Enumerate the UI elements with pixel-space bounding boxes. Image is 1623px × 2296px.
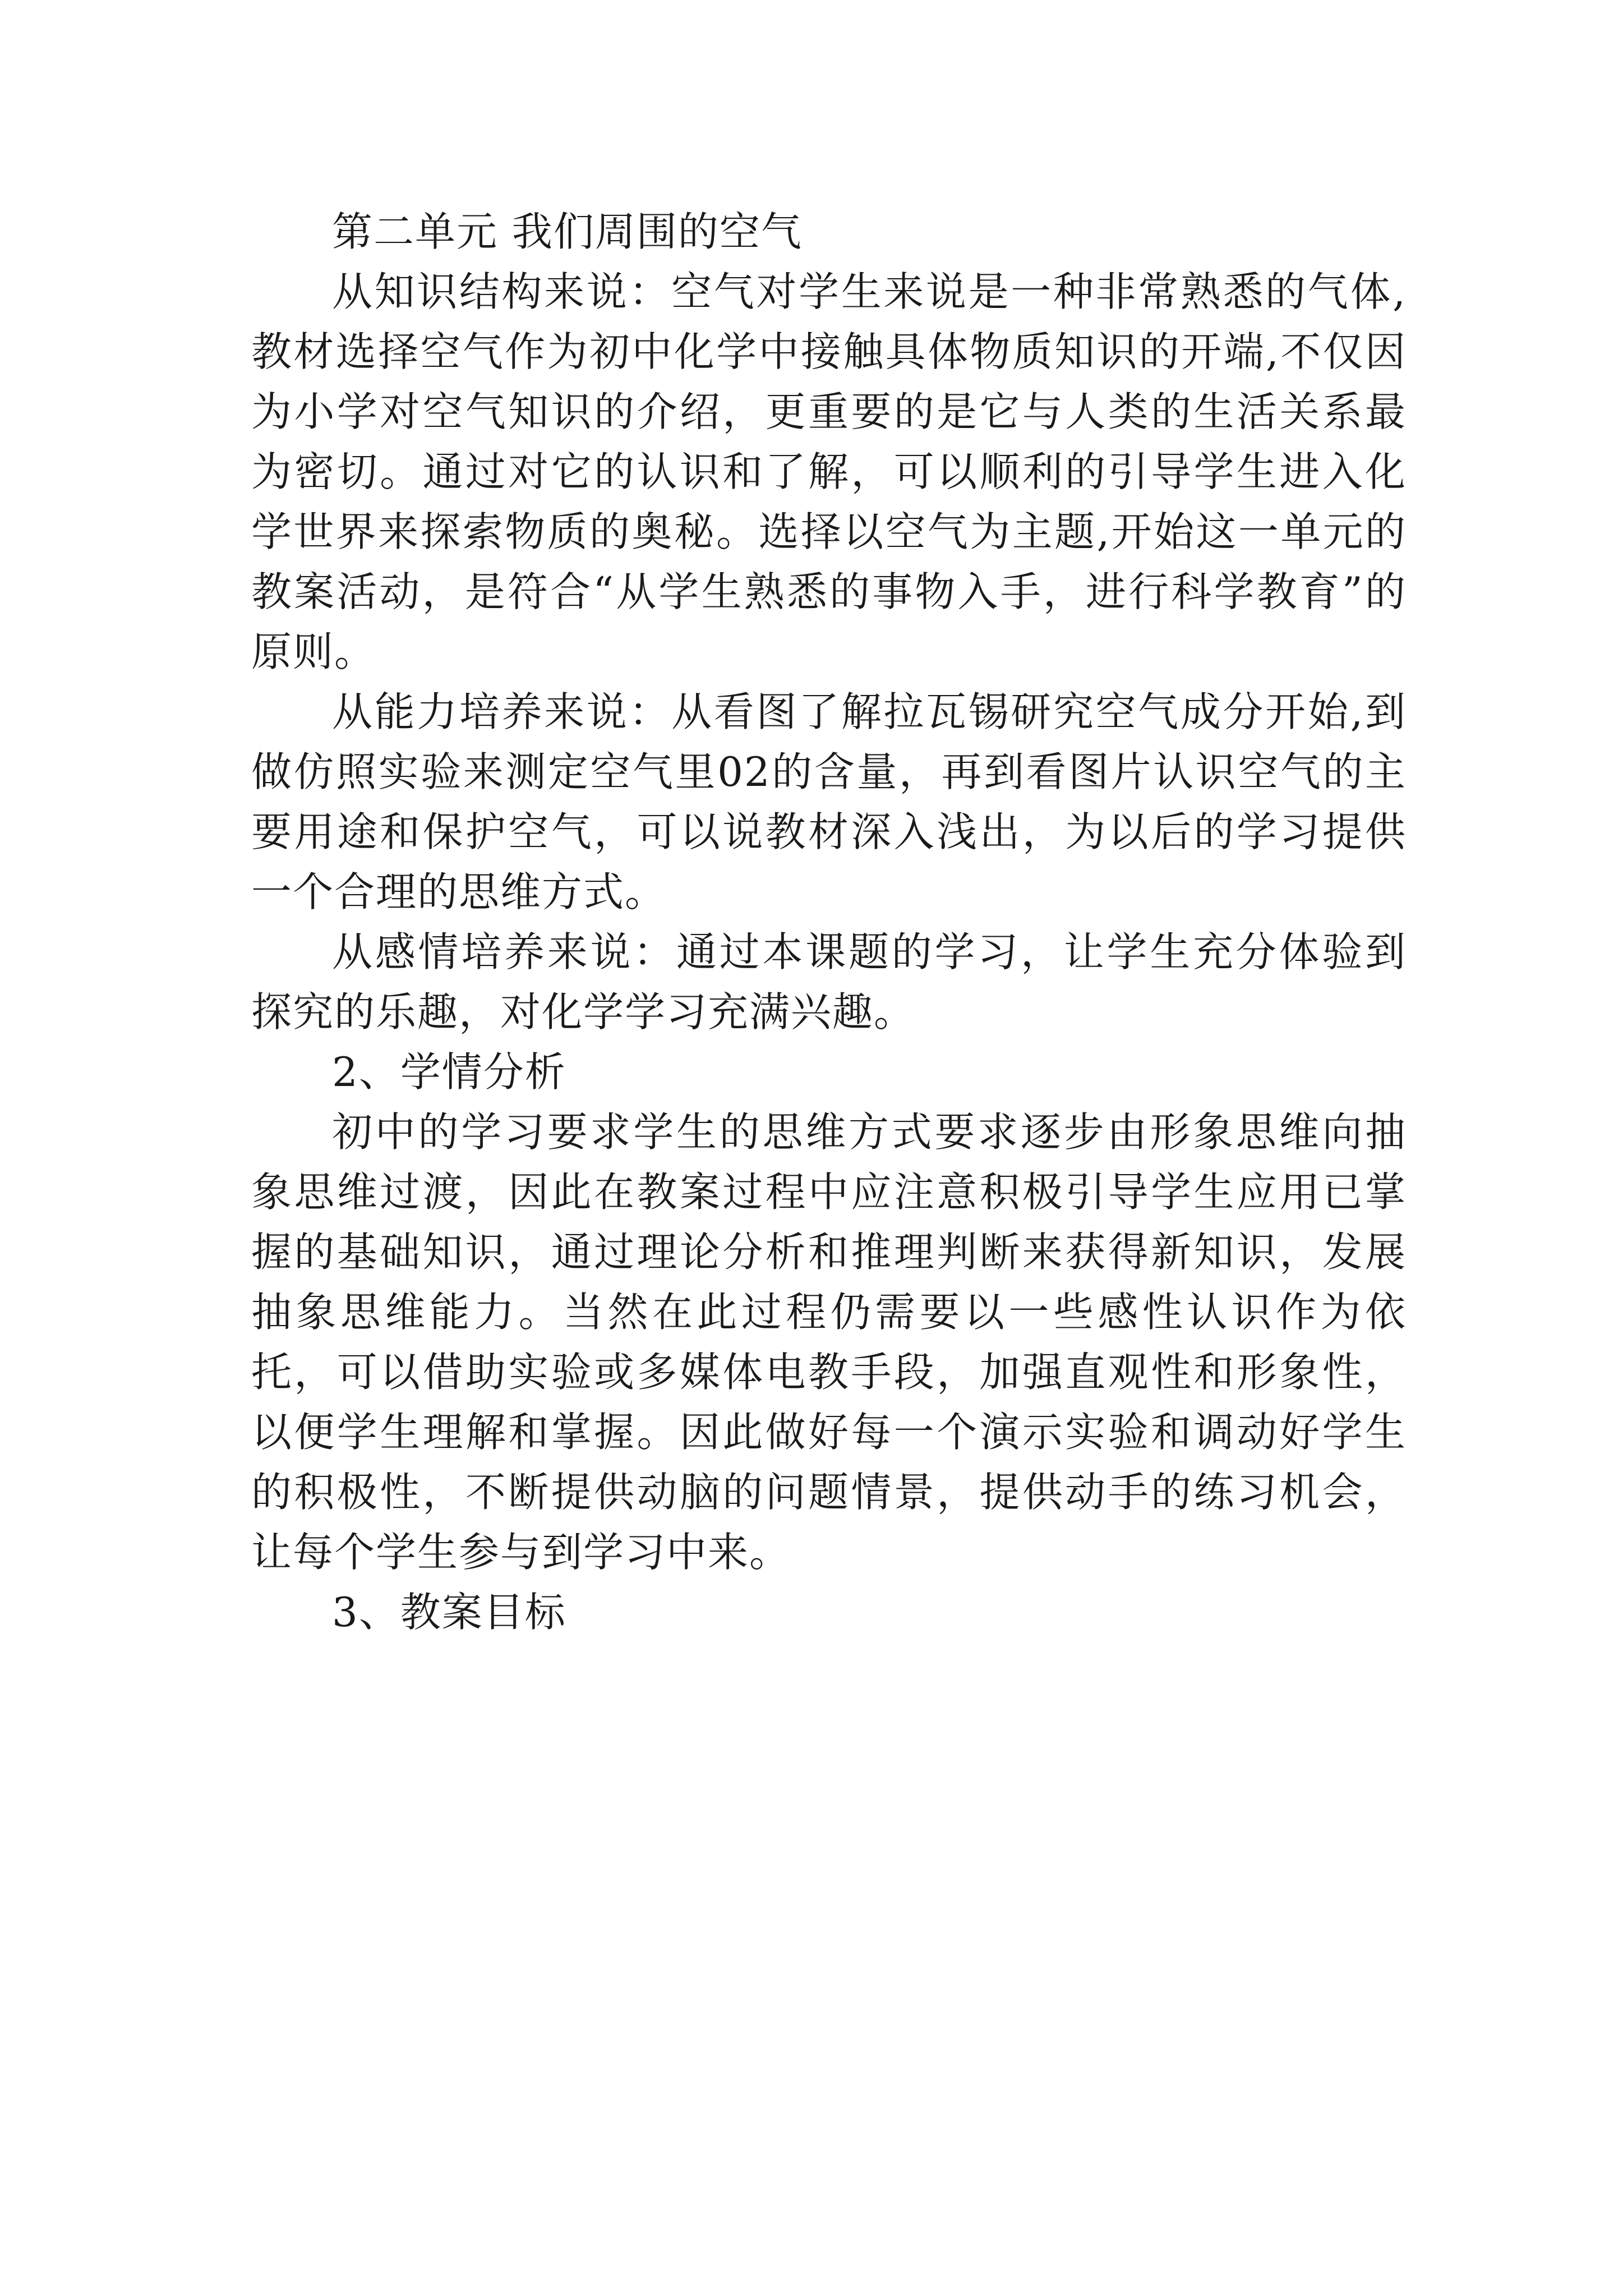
paragraph-ability-training: 从能力培养来说：从看图了解拉瓦锡研究空气成分开始,到做仿照实验来测定空气里02的含量，再到看图片认识空气的主要用途和保护空气，可以说教材深入浅出，为以后的学习提供一个合理的思维方式。 [251, 688, 1407, 915]
paragraph-knowledge-structure: 从知识结构来说：空气对学生来说是一种非常熟悉的气体,教材选择空气作为初中化学中接触具体物质知识的开端,不仅因为小学对空气知识的介绍，更重要的是它与人类的生活关系最为密切。通过对它的认识和了解，可以顺利的引导学生进入化学世界来探索物质的奥秘。选择以空气为主题,开始这一单元的教案活动，是符合“从学生熟悉的事物入手，进行科学教育”的原则。 [251, 268, 1407, 675]
section-heading-teaching-goals: 3、教案目标 [332, 1589, 566, 1636]
section-heading-learning-analysis: 2、学情分析 [332, 1048, 566, 1096]
document-body [251, 202, 1407, 1642]
paragraph-emotion-training: 从感情培养来说：通过本课题的学习，让学生充分体验到探究的乐趣，对化学学习充满兴趣。 [251, 928, 1407, 1036]
paragraph-learning-analysis: 初中的学习要求学生的思维方式要求逐步由形象思维向抽象思维过渡，因此在教案过程中应注意积极引导学生应用已掌握的基础知识，通过理论分析和推理判断来获得新知识，发展抽象思维能力。当然在此过程仍需要以一些感性认识作为依托，可以借助实验或多媒体电教手段，加强直观性和形象性，以便学生理解和掌握。因此做好每一个演示实验和调动好学生的积极性，不断提供动脑的问题情景，提供动手的练习机会，让每个学生参与到学习中来。 [251, 1108, 1407, 1576]
unit-title: 第二单元 我们周围的空气 [332, 208, 803, 255]
